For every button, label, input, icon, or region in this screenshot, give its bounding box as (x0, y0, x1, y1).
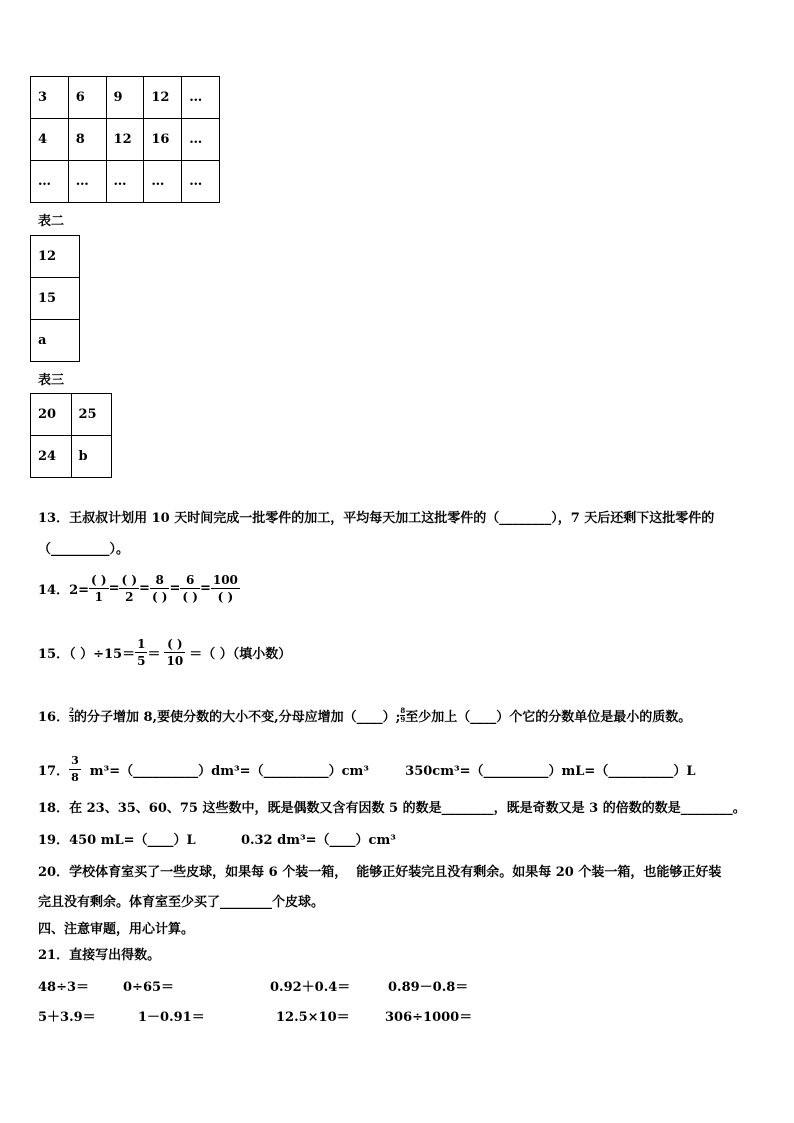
calc-item: 1－0.91＝ (138, 1010, 205, 1025)
fraction: $\frac{( )}{1}$ (91, 573, 107, 604)
table-two (30, 235, 80, 362)
table-row (31, 436, 112, 478)
table-cell: 12 (144, 77, 182, 119)
fraction: $\frac{3}{8}$ (71, 754, 79, 784)
question-20-line-2: 完且没有剩余。体育室至少买了________个皮球。 (38, 895, 325, 910)
table-cell: 8 (68, 119, 106, 161)
fraction: $\frac{( )}{10}$ (166, 637, 184, 668)
calc-item: 0.89－0.8＝ (388, 980, 469, 995)
table-three-caption: 表三 (38, 373, 65, 388)
question-17: 17． $\frac{3}{8}$ m³=（__________）dm³=（__________）cm³ 350cm³=（__________）mL=（__________）L (38, 754, 696, 784)
section-title: 四、注意审题，用心计算。 (38, 922, 195, 937)
calc-item: 0÷65＝ (123, 980, 175, 995)
question-16: 16． $\frac{2}{3}$ 的分子增加 8,要使分数的大小不变,分母应增加（____）; $\frac{8}{9}$ 至少加上（____）个它的分数单位是最小的质数。 (38, 706, 692, 725)
question-21-title: 21．直接写出得数。 (38, 948, 161, 963)
question-18: 18．在 23、35、60、75 这些数中，既是偶数又含有因数 5 的数是________，既是奇数又是 3 的倍数的数是________。 (38, 801, 746, 816)
question-20-line-1: 20．学校体育室买了一些皮球，如果每 6 个装一箱， 能够正好装完且没有剩余。如果每 20 个装一箱，也能够正好装 (38, 865, 722, 880)
table-cell: 24 (31, 436, 72, 478)
table-row (31, 320, 80, 362)
table-row (31, 236, 80, 278)
question-13-line-1: 13．王叔叔计划用 10 天时间完成一批零件的加工，平均每天加工这批零件的（________），7 天后还剩下这批零件的 (38, 511, 715, 526)
calc-item: 306÷1000＝ (385, 1010, 473, 1025)
calc-item: 0.92＋0.4＝ (270, 980, 351, 995)
table-row (31, 394, 112, 436)
table-row (31, 119, 220, 161)
fraction: $\frac{1}{5}$ (137, 637, 146, 668)
fraction: $\frac{6}{( )}$ (182, 573, 198, 604)
table-cell: 16 (144, 119, 182, 161)
table-cell: … (144, 161, 182, 203)
calc-item: 5＋3.9＝ (38, 1010, 96, 1025)
table-cell: 25 (71, 394, 112, 436)
question-15-lead: 15．（ ）÷15＝ (38, 647, 136, 662)
question-14: 14．2= $\frac{( )}{1}$ = $\frac{( )}{2}$ = $\frac{8}{( )}$ = $\frac{6}{( )}$ = $\frac{100}{( )}$ (38, 573, 238, 604)
question-13-line-2: （_________）。 (38, 542, 130, 557)
calc-item: 12.5×10＝ (276, 1010, 350, 1025)
table-cell: … (182, 77, 220, 119)
table-row (31, 77, 220, 119)
fraction: $\frac{100}{( )}$ (212, 573, 238, 604)
calc-item: 48÷3＝ (38, 980, 90, 995)
table-row (31, 161, 220, 203)
table-cell: 4 (31, 119, 69, 161)
question-15: 15．（ ）÷15＝ $\frac{1}{5}$ ＝ $\frac{( )}{10}$ ＝（ ）（填小数） (38, 637, 292, 668)
question-15-tail: ＝（ ）（填小数） (189, 647, 292, 662)
table-cell: … (182, 161, 220, 203)
question-19: 19．450 mL=（____）L 0.32 dm³=（____）cm³ (38, 833, 396, 848)
table-cell: … (182, 119, 220, 161)
table-cell: 9 (106, 77, 144, 119)
fraction: $\frac{2}{3}$ (69, 706, 74, 724)
fraction: $\frac{( )}{2}$ (121, 573, 138, 604)
table-one (30, 76, 220, 203)
table-cell: … (31, 161, 69, 203)
table-cell: … (106, 161, 144, 203)
fraction: $\frac{8}{( )}$ (151, 573, 168, 604)
table-cell: a (31, 320, 80, 362)
table-cell: 12 (106, 119, 144, 161)
fraction: $\frac{8}{9}$ (400, 706, 406, 724)
question-14-lead: 14．2= (38, 583, 90, 598)
table-cell: … (68, 161, 106, 203)
table-cell: 20 (31, 394, 72, 436)
table-cell: b (71, 436, 112, 478)
table-cell: 12 (31, 236, 80, 278)
table-row (31, 278, 80, 320)
table-two-caption: 表二 (38, 214, 65, 229)
table-cell: 15 (31, 278, 80, 320)
table-cell: 3 (31, 77, 69, 119)
table-cell: 6 (68, 77, 106, 119)
table-three (30, 393, 112, 478)
